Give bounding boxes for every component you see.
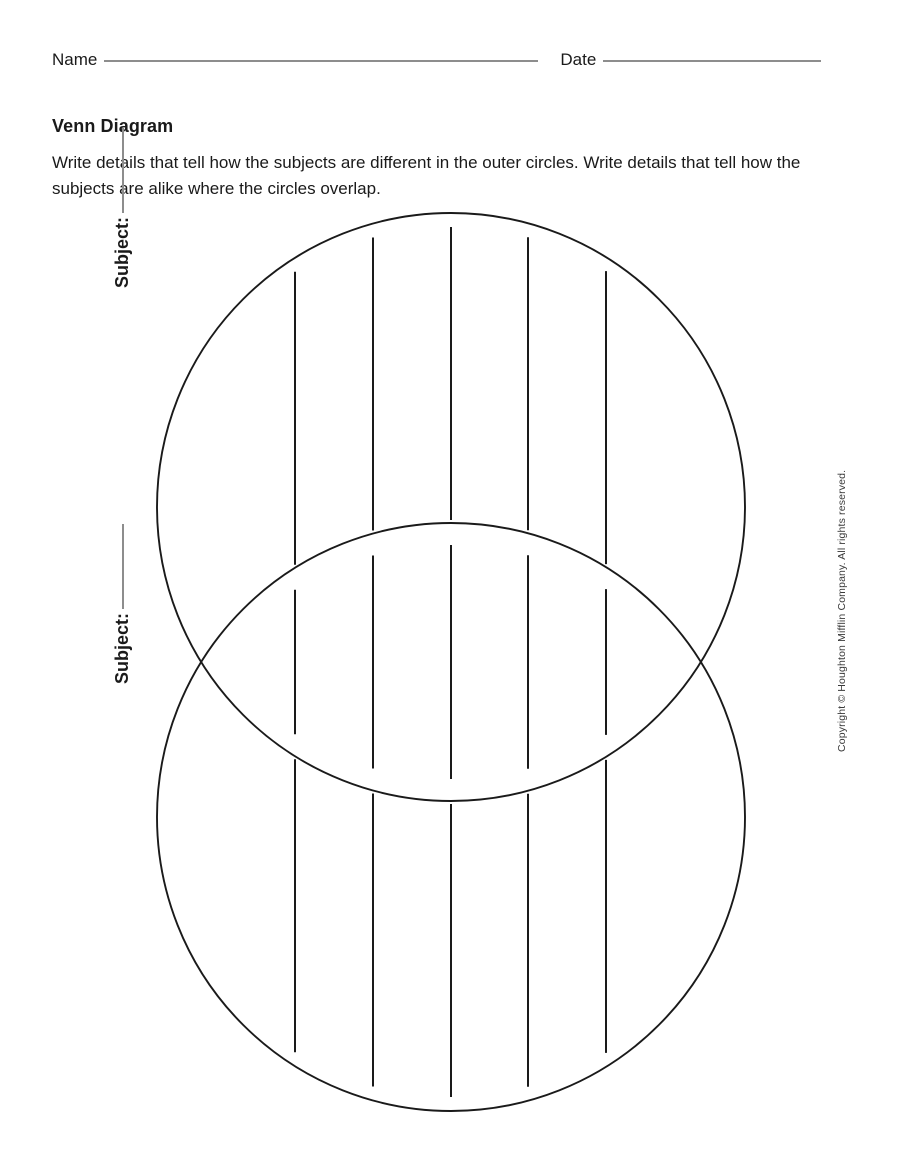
subject-label-text: Subject: xyxy=(112,612,132,684)
instructions-text: Write details that tell how the subjects are different in the outer circles. Write details that tell how the subjects are alike where the circles overlap. xyxy=(52,153,801,198)
venn-writing-lines xyxy=(295,227,606,1097)
name-label: Name xyxy=(52,50,98,69)
date-label: Date xyxy=(560,50,597,69)
page-title: Venn Diagram xyxy=(52,116,174,136)
copyright-notice: Copyright © Houghton Mifflin Company. All rights reserved. xyxy=(836,469,848,752)
subject-label-text: Subject: xyxy=(112,216,132,288)
